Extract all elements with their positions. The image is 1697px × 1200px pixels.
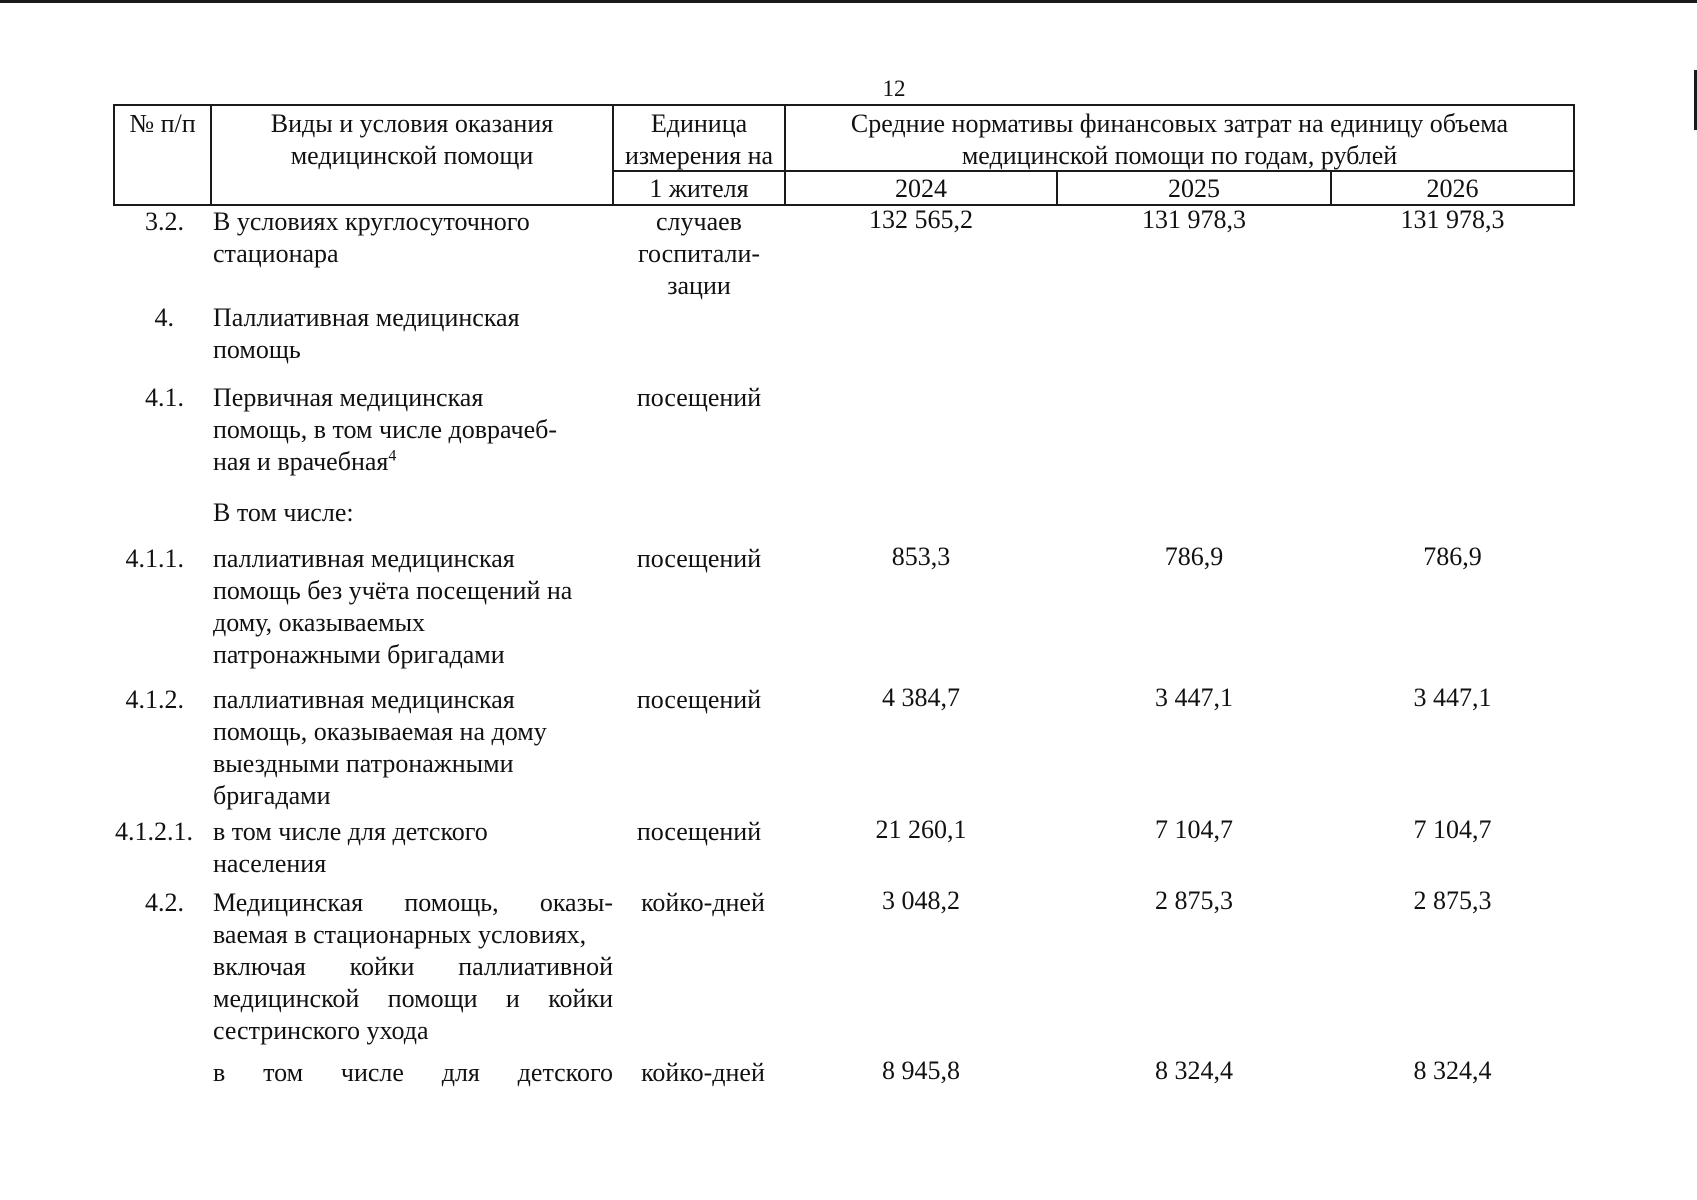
row-description-line: в том числе для детского	[213, 817, 488, 846]
footnote-marker: 4	[388, 447, 397, 465]
row-description-line: В том числе:	[213, 498, 354, 527]
value-2025: 8 324,4	[1155, 1056, 1233, 1085]
header-col-avg-line2: медицинской помощи по годам, рублей	[961, 141, 1398, 170]
value-2024: 4 384,7	[882, 683, 960, 712]
value-2024: 132 565,2	[869, 205, 973, 234]
row-description-line: ваемая в стационарных условиях,	[213, 920, 587, 949]
row-number: 4.1.2.	[125, 685, 184, 714]
header-col-avg-line1: Средние нормативы финансовых затрат на единицу объема	[850, 109, 1509, 138]
value-2025: 3 447,1	[1155, 683, 1233, 712]
row-unit: посещений	[636, 685, 762, 714]
value-2024: 21 260,1	[875, 815, 967, 844]
value-2024: 853,3	[891, 542, 951, 571]
page-number: 12	[882, 76, 906, 101]
row-unit: посещений	[636, 817, 762, 846]
header-col-type-line1: Виды и условия оказания	[270, 109, 554, 138]
row-description-line: В условиях круглосуточного	[213, 207, 530, 236]
row-description-line: паллиативная медицинская	[213, 685, 515, 714]
row-description-line: помощь, в том числе доврачеб-	[213, 415, 558, 444]
row-description-line: Медицинская помощь, оказы-	[213, 888, 613, 917]
row-unit: койко-дней	[641, 1058, 765, 1087]
value-2024: 8 945,8	[882, 1056, 960, 1085]
row-number: 3.2.	[145, 207, 184, 236]
row-unit: посещений	[636, 383, 762, 412]
header-right-border	[1573, 104, 1575, 206]
row-description-line: дому, оказываемых	[213, 608, 426, 637]
row-description-line: помощь	[213, 335, 301, 364]
value-2026: 8 324,4	[1413, 1056, 1492, 1085]
value-2026: 2 875,3	[1413, 886, 1492, 915]
value-2024: 3 048,2	[882, 886, 960, 915]
value-2026: 3 447,1	[1413, 683, 1492, 712]
row-unit-line: случаев	[656, 207, 742, 236]
value-2026: 131 978,3	[1400, 205, 1505, 234]
row-unit-line: зации	[667, 271, 731, 300]
scan-top-edge	[0, 0, 1697, 3]
value-2026: 7 104,7	[1413, 815, 1492, 844]
header-year-2025: 2025	[1168, 174, 1220, 203]
row-number: 4.1.2.1.	[115, 817, 193, 846]
row-number: 4.2.	[145, 888, 184, 917]
row-number: 4.1.	[145, 383, 184, 412]
row-description-line: медицинской помощи и койки	[213, 984, 613, 1013]
value-2025: 7 104,7	[1155, 815, 1233, 844]
row-unit-line: госпитали-	[637, 239, 761, 268]
value-2025: 2 875,3	[1155, 886, 1233, 915]
row-description-line: патронажными бригадами	[213, 640, 505, 669]
header-year-2026: 2026	[1426, 174, 1479, 203]
value-2025: 131 978,3	[1142, 205, 1246, 234]
header-year-2024: 2024	[895, 174, 947, 203]
header-col-unit-line3: 1 жителя	[649, 174, 749, 203]
row-unit: койко-дней	[641, 888, 765, 917]
row-description-line: помощь без учёта посещений на	[213, 576, 573, 605]
row-number: 4.1.1.	[125, 544, 184, 573]
row-number: 4.	[154, 303, 174, 332]
header-col-num: № п/п	[129, 109, 196, 138]
row-description-line: в том числе для детского	[213, 1058, 613, 1087]
row-description-line: включая койки паллиативной	[213, 952, 613, 981]
row-description-line: паллиативная медицинская	[213, 544, 515, 573]
row-description-line: Первичная медицинская	[213, 383, 484, 412]
row-description-line: сестринского ухода	[213, 1016, 429, 1045]
header-col-unit-line1: Единица	[650, 109, 748, 138]
row-description-line: Паллиативная медицинская	[213, 303, 520, 332]
row-unit: посещений	[636, 544, 762, 573]
row-description-line	[213, 446, 396, 478]
row-description-line: стационара	[213, 239, 339, 268]
row-description-line: выездными патронажными	[213, 749, 514, 778]
value-2026: 786,9	[1423, 542, 1482, 571]
header-col-unit-line2: измерения на	[624, 141, 774, 170]
row-description-line: бригадами	[213, 781, 331, 810]
header-col-type-line2: медицинской помощи	[290, 141, 534, 170]
row-description-line: помощь, оказываемая на дому	[213, 717, 547, 746]
row-description-text: ная и врачебная	[213, 447, 389, 476]
header-top-border	[113, 104, 1575, 106]
value-2025: 786,9	[1164, 542, 1224, 571]
row-description-line: населения	[213, 849, 327, 878]
